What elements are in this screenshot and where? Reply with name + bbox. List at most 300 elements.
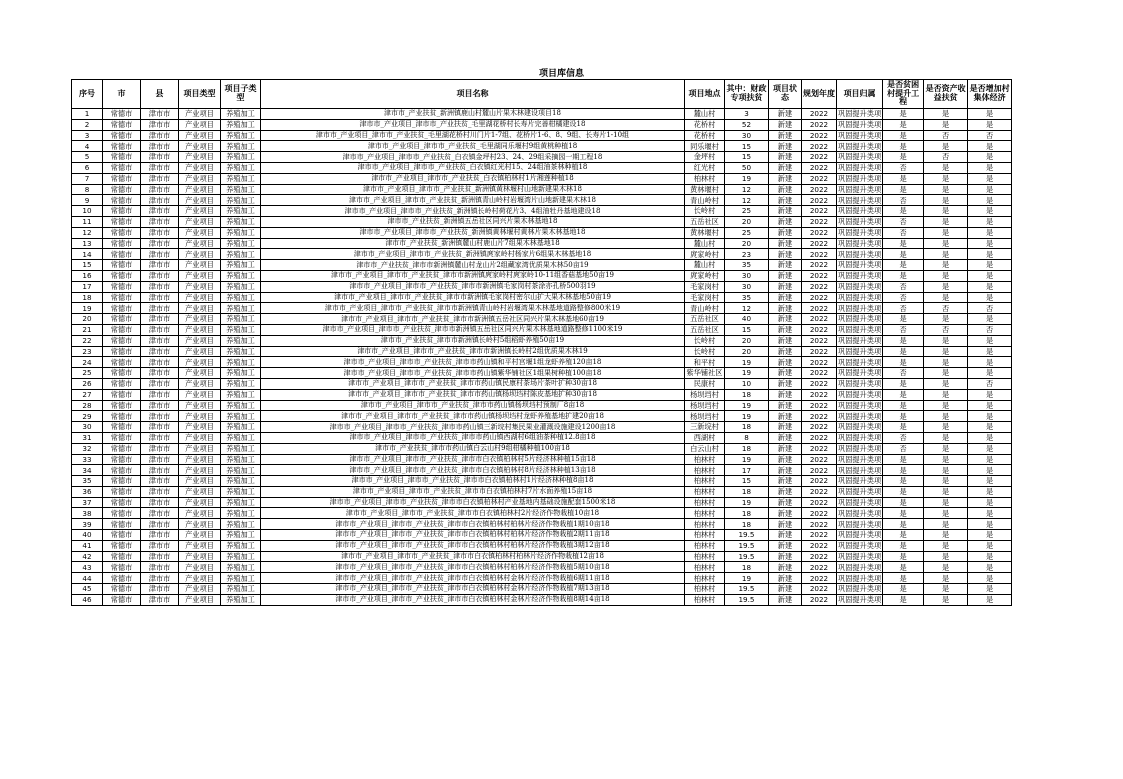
row-name: 津市市_产业项目_津市市_产业扶贫_津市市药山镇杨坝垱村预制厂8亩18 (261, 400, 685, 411)
row-asset-income: 是 (924, 411, 968, 422)
row-location: 五岳社区 (685, 324, 725, 335)
row-year: 2022 (802, 162, 837, 173)
row-type: 产业项目 (179, 130, 221, 141)
row-name: 津市市_产业项目_津市市_产业扶贫_白衣镇金坪村23、24、29组采摘园一期工程18 (261, 152, 685, 163)
table-row (72, 292, 1012, 303)
row-location: 麓山村 (685, 238, 725, 249)
row-name: 津市市_产业项目_津市市_产业扶贫_津市市白衣镇柏林村柏林片经济作物栽植12亩18 (261, 551, 685, 562)
row-county: 津市市 (141, 238, 179, 249)
row-city: 常德市 (103, 465, 141, 476)
row-year: 2022 (802, 454, 837, 465)
row-city: 常德市 (103, 454, 141, 465)
row-subtype: 养殖加工 (221, 454, 261, 465)
row-belong: 巩固提升类项 (838, 314, 882, 324)
row-index: 15 (72, 260, 103, 271)
table-row (72, 519, 1012, 530)
row-poor-village: 否 (883, 443, 924, 454)
row-collective-economy: 是 (968, 389, 1012, 400)
row-asset-income: 是 (924, 389, 968, 400)
row-asset-income: 是 (924, 357, 968, 368)
row-year: 2022 (802, 109, 837, 120)
row-county: 津市市 (141, 411, 179, 422)
row-city: 常德市 (103, 206, 141, 217)
row-asset-income: 是 (924, 195, 968, 206)
row-belong: 巩固提升类项 (838, 238, 882, 248)
row-type: 产业项目 (179, 519, 221, 530)
row-type: 产业项目 (179, 292, 221, 303)
row-asset-income: 是 (924, 497, 968, 508)
row-status: 新建 (769, 249, 802, 260)
row-poor-village: 是 (883, 206, 924, 217)
row-subtype: 养殖加工 (221, 562, 261, 573)
row-city: 常德市 (103, 476, 141, 487)
row-subtype: 养殖加工 (221, 173, 261, 184)
row-poor-village: 是 (883, 454, 924, 465)
row-asset-income: 是 (924, 400, 968, 411)
row-fund: 20 (725, 216, 769, 227)
row-asset-income: 是 (924, 216, 968, 227)
row-belong: 巩固提升类项 (838, 519, 882, 529)
row-county: 津市市 (141, 314, 179, 325)
row-name: 津市市_产业项目_津市市_产业扶贫_津市市白衣镇柏林村8片经济林种植13亩18 (261, 465, 685, 476)
row-city: 常德市 (103, 573, 141, 584)
row-type: 产业项目 (179, 530, 221, 541)
row-asset-income: 是 (924, 508, 968, 519)
row-fund: 18 (725, 443, 769, 454)
row-collective-economy: 是 (968, 270, 1012, 281)
row-location: 同乐堰村 (685, 141, 725, 152)
row-poor-village: 是 (883, 465, 924, 476)
table-row (72, 119, 1012, 130)
row-type: 产业项目 (179, 465, 221, 476)
table-row (72, 270, 1012, 281)
table-row (72, 335, 1012, 346)
row-city: 常德市 (103, 141, 141, 152)
table-row (72, 497, 1012, 508)
row-year: 2022 (802, 314, 837, 325)
row-year: 2022 (802, 476, 837, 487)
row-index: 10 (72, 206, 103, 217)
row-county: 津市市 (141, 119, 179, 130)
row-location: 柏林村 (685, 508, 725, 519)
row-name: 津市市_产业项目_津市市_产业扶贫_津市市新洲镇五岳社区同兴片果木林基地道路整修1100米19 (261, 324, 685, 335)
row-type: 产业项目 (179, 216, 221, 227)
row-type: 产业项目 (179, 303, 221, 314)
row-collective-economy: 是 (968, 141, 1012, 152)
row-status: 新建 (769, 476, 802, 487)
row-belong: 巩固提升类项 (838, 444, 882, 453)
row-index: 25 (72, 368, 103, 379)
row-location: 五岳社区 (685, 216, 725, 227)
row-asset-income: 是 (924, 454, 968, 465)
row-collective-economy: 是 (968, 443, 1012, 454)
table-row (72, 141, 1012, 152)
row-year: 2022 (802, 303, 837, 314)
row-subtype: 养殖加工 (221, 303, 261, 314)
row-location: 毛家岗村 (685, 292, 725, 303)
row-belong: 巩固提升类项 (838, 163, 882, 173)
row-fund: 19.5 (725, 551, 769, 562)
row-name: 津市市_产业项目_津市市_产业扶贫_新洲镇长岭村荷花片3、4组油牡丹基地建设18 (261, 206, 685, 217)
header-poor-village: 是否贫困村提升工程 (883, 80, 924, 109)
row-location: 黄林堰村 (685, 184, 725, 195)
row-asset-income: 是 (924, 530, 968, 541)
row-belong: 巩固提升类项 (838, 282, 882, 292)
header-status: 项目状态 (769, 80, 802, 109)
row-type: 产业项目 (179, 584, 221, 595)
row-collective-economy: 是 (968, 152, 1012, 163)
row-fund: 15 (725, 476, 769, 487)
header-collective-economy: 是否增加村集体经济 (968, 80, 1012, 109)
row-status: 新建 (769, 454, 802, 465)
row-index: 12 (72, 227, 103, 238)
row-city: 常德市 (103, 109, 141, 120)
row-name: 津市市_产业项目_津市市_产业扶贫_毛里湖同乐堰村9组黄桃种植18 (261, 141, 685, 152)
row-name: 津市市_产业项目_津市市_产业扶贫_津市市白衣镇柏林村柏林片经济作物栽植1期10亩18 (261, 519, 685, 530)
row-location: 柏林村 (685, 551, 725, 562)
row-asset-income: 是 (924, 292, 968, 303)
row-poor-village: 否 (883, 281, 924, 292)
row-city: 常德市 (103, 173, 141, 184)
row-type: 产业项目 (179, 324, 221, 335)
row-fund: 19.5 (725, 530, 769, 541)
row-location: 柏林村 (685, 584, 725, 595)
row-year: 2022 (802, 119, 837, 130)
row-location: 柏林村 (685, 562, 725, 573)
row-type: 产业项目 (179, 432, 221, 443)
row-year: 2022 (802, 260, 837, 271)
row-status: 新建 (769, 195, 802, 206)
row-status: 新建 (769, 357, 802, 368)
row-belong: 巩固提升类项 (838, 487, 882, 497)
row-belong: 巩固提升类项 (838, 368, 882, 378)
row-asset-income: 是 (924, 314, 968, 325)
row-subtype: 养殖加工 (221, 465, 261, 476)
row-collective-economy: 否 (968, 324, 1012, 335)
row-city: 常德市 (103, 530, 141, 541)
row-poor-village: 否 (883, 432, 924, 443)
row-name: 津市市_产业项目_津市市_产业扶贫_津市市白衣镇柏林村7片水面养殖15亩18 (261, 486, 685, 497)
row-status: 新建 (769, 465, 802, 476)
row-subtype: 养殖加工 (221, 152, 261, 163)
row-status: 新建 (769, 184, 802, 195)
header-type: 项目类型 (179, 80, 221, 109)
row-status: 新建 (769, 443, 802, 454)
row-fund: 35 (725, 260, 769, 271)
row-subtype: 养殖加工 (221, 519, 261, 530)
row-type: 产业项目 (179, 508, 221, 519)
row-location: 三新垸村 (685, 422, 725, 433)
row-name: 津市市_产业扶贫_新洲镇鹿山村麓山片果木林建设项目18 (261, 109, 685, 120)
row-collective-economy: 是 (968, 368, 1012, 379)
row-city: 常德市 (103, 184, 141, 195)
row-collective-economy: 是 (968, 109, 1012, 120)
row-poor-village: 是 (883, 238, 924, 249)
row-index: 37 (72, 497, 103, 508)
row-fund: 19 (725, 173, 769, 184)
row-poor-village: 是 (883, 357, 924, 368)
row-collective-economy: 是 (968, 573, 1012, 584)
row-type: 产业项目 (179, 335, 221, 346)
row-fund: 30 (725, 270, 769, 281)
row-name: 津市市_产业扶贫_新洲镇麓山村鹿山片7组果木林基地18 (261, 238, 685, 249)
row-asset-income: 是 (924, 594, 968, 605)
row-status: 新建 (769, 119, 802, 130)
row-subtype: 养殖加工 (221, 476, 261, 487)
row-index: 34 (72, 465, 103, 476)
row-year: 2022 (802, 238, 837, 249)
table-row (72, 216, 1012, 227)
row-subtype: 养殖加工 (221, 378, 261, 389)
row-poor-village: 否 (883, 292, 924, 303)
row-county: 津市市 (141, 400, 179, 411)
row-year: 2022 (802, 389, 837, 400)
row-belong: 巩固提升类项 (838, 379, 882, 389)
row-belong: 巩固提升类项 (838, 271, 882, 281)
row-type: 产业项目 (179, 260, 221, 271)
row-asset-income: 是 (924, 206, 968, 217)
row-index: 6 (72, 162, 103, 173)
row-collective-economy: 是 (968, 119, 1012, 130)
row-collective-economy: 是 (968, 184, 1012, 195)
row-fund: 23 (725, 249, 769, 260)
row-city: 常德市 (103, 324, 141, 335)
row-year: 2022 (802, 357, 837, 368)
row-county: 津市市 (141, 378, 179, 389)
row-subtype: 养殖加工 (221, 260, 261, 271)
row-location: 长岭村 (685, 206, 725, 217)
row-status: 新建 (769, 346, 802, 357)
row-type: 产业项目 (179, 270, 221, 281)
row-city: 常德市 (103, 346, 141, 357)
header-belong: 项目归属 (837, 80, 883, 109)
row-status: 新建 (769, 497, 802, 508)
row-subtype: 养殖加工 (221, 227, 261, 238)
row-index: 30 (72, 422, 103, 433)
row-county: 津市市 (141, 486, 179, 497)
row-subtype: 养殖加工 (221, 411, 261, 422)
row-index: 26 (72, 378, 103, 389)
row-belong: 巩固提升类项 (838, 400, 882, 410)
row-county: 津市市 (141, 562, 179, 573)
row-index: 9 (72, 195, 103, 206)
row-county: 津市市 (141, 584, 179, 595)
row-name: 津市市_产业项目_津市市_产业扶贫_津市市白衣镇柏林村2片经济作物栽植10亩18 (261, 508, 685, 519)
row-location: 麓山村 (685, 109, 725, 120)
row-belong: 巩固提升类项 (838, 109, 882, 119)
row-fund: 3 (725, 109, 769, 120)
row-collective-economy: 是 (968, 411, 1012, 422)
row-collective-economy: 是 (968, 476, 1012, 487)
row-subtype: 养殖加工 (221, 486, 261, 497)
row-asset-income: 是 (924, 162, 968, 173)
row-location: 柏林村 (685, 454, 725, 465)
row-county: 津市市 (141, 594, 179, 605)
row-collective-economy: 是 (968, 335, 1012, 346)
row-type: 产业项目 (179, 400, 221, 411)
row-name: 津市市_产业项目_津市市_产业扶贫_津市市白衣镇柏林村1片经济林种植8亩18 (261, 476, 685, 487)
table-row (72, 573, 1012, 584)
table-row (72, 152, 1012, 163)
row-location: 金坪村 (685, 152, 725, 163)
row-status: 新建 (769, 260, 802, 271)
row-name: 津市市_产业项目_津市市_产业扶贫_新洲镇黄林堰村黄林片果木林基地18 (261, 227, 685, 238)
row-status: 新建 (769, 292, 802, 303)
row-subtype: 养殖加工 (221, 206, 261, 217)
table-row (72, 465, 1012, 476)
row-fund: 12 (725, 303, 769, 314)
row-fund: 19 (725, 411, 769, 422)
row-subtype: 养殖加工 (221, 249, 261, 260)
row-type: 产业项目 (179, 594, 221, 605)
row-fund: 20 (725, 346, 769, 357)
row-name: 津市市_产业项目_津市市_产业扶贫_津市市新洲镇毛家岗村密尔山扩大果木林基地50亩19 (261, 292, 685, 303)
row-fund: 19.5 (725, 584, 769, 595)
row-city: 常德市 (103, 281, 141, 292)
row-poor-village: 是 (883, 249, 924, 260)
row-fund: 10 (725, 378, 769, 389)
table-row (72, 314, 1012, 325)
table-row (72, 249, 1012, 260)
table-row (72, 508, 1012, 519)
row-index: 13 (72, 238, 103, 249)
header-county: 县 (141, 80, 179, 109)
row-county: 津市市 (141, 432, 179, 443)
row-index: 2 (72, 119, 103, 130)
row-location: 柏林村 (685, 594, 725, 605)
row-poor-village: 是 (883, 184, 924, 195)
row-type: 产业项目 (179, 497, 221, 508)
row-city: 常德市 (103, 551, 141, 562)
row-city: 常德市 (103, 292, 141, 303)
row-year: 2022 (802, 465, 837, 476)
row-name: 津市市_产业扶贫_津市市新洲镇长岭村5组稻虾养殖50亩19 (261, 335, 685, 346)
row-belong: 巩固提升类项 (838, 195, 882, 205)
table-row (72, 594, 1012, 605)
row-city: 常德市 (103, 335, 141, 346)
row-county: 津市市 (141, 368, 179, 379)
row-subtype: 养殖加工 (221, 238, 261, 249)
row-county: 津市市 (141, 141, 179, 152)
row-location: 庹家岭村 (685, 249, 725, 260)
table-row (72, 530, 1012, 541)
row-fund: 18 (725, 519, 769, 530)
row-year: 2022 (802, 184, 837, 195)
row-name: 津市市_产业项目_津市市_产业扶贫_津市市新洲镇青山岭村岩堰湾果木林基地道路整修800米19 (261, 303, 685, 314)
row-name: 津市市_产业项目_津市市_产业扶贫_津市市白衣镇柏林村柏林片经济作物栽植5期10亩18 (261, 562, 685, 573)
row-type: 产业项目 (179, 378, 221, 389)
row-status: 新建 (769, 303, 802, 314)
row-collective-economy: 否 (968, 303, 1012, 314)
row-county: 津市市 (141, 216, 179, 227)
row-poor-village: 否 (883, 303, 924, 314)
row-name: 津市市_产业项目_津市市_产业扶贫_津市市白衣镇柏林村5片经济林种植15亩18 (261, 454, 685, 465)
row-city: 常德市 (103, 389, 141, 400)
row-location: 柏林村 (685, 497, 725, 508)
table-row (72, 562, 1012, 573)
row-name: 津市市_产业项目_津市市_产业扶贫_津市市白衣镇柏林村金林片经济作物栽植7期13亩18 (261, 584, 685, 595)
row-collective-economy: 是 (968, 465, 1012, 476)
row-collective-economy: 否 (968, 378, 1012, 389)
row-fund: 12 (725, 184, 769, 195)
row-type: 产业项目 (179, 389, 221, 400)
row-fund: 18 (725, 562, 769, 573)
row-year: 2022 (802, 584, 837, 595)
row-subtype: 养殖加工 (221, 508, 261, 519)
row-collective-economy: 是 (968, 422, 1012, 433)
row-name: 津市市_产业项目_津市市_产业扶贫_白衣镇红光村15、24组油茶林种植18 (261, 162, 685, 173)
row-status: 新建 (769, 141, 802, 152)
row-location: 长岭村 (685, 346, 725, 357)
row-year: 2022 (802, 249, 837, 260)
row-type: 产业项目 (179, 119, 221, 130)
row-poor-village: 是 (883, 173, 924, 184)
row-year: 2022 (802, 497, 837, 508)
row-fund: 35 (725, 292, 769, 303)
row-poor-village: 是 (883, 411, 924, 422)
row-city: 常德市 (103, 411, 141, 422)
row-subtype: 养殖加工 (221, 584, 261, 595)
row-city: 常德市 (103, 594, 141, 605)
row-belong: 巩固提升类项 (838, 497, 882, 507)
row-status: 新建 (769, 486, 802, 497)
row-year: 2022 (802, 519, 837, 530)
row-location: 花桥村 (685, 130, 725, 141)
row-city: 常德市 (103, 130, 141, 141)
row-type: 产业项目 (179, 184, 221, 195)
row-fund: 19 (725, 454, 769, 465)
row-type: 产业项目 (179, 476, 221, 487)
row-subtype: 养殖加工 (221, 335, 261, 346)
row-poor-village: 是 (883, 540, 924, 551)
row-city: 常德市 (103, 152, 141, 163)
row-collective-economy: 是 (968, 486, 1012, 497)
row-belong: 巩固提升类项 (838, 141, 882, 151)
row-index: 24 (72, 357, 103, 368)
table-body (72, 109, 1012, 606)
row-status: 新建 (769, 400, 802, 411)
row-subtype: 养殖加工 (221, 497, 261, 508)
table-row (72, 551, 1012, 562)
row-location: 柏林村 (685, 573, 725, 584)
row-index: 20 (72, 314, 103, 325)
row-collective-economy: 是 (968, 497, 1012, 508)
table-row (72, 540, 1012, 551)
row-name: 津市市_产业项目_津市市_产业扶贫_毛里湖花桥村川门片1-7组、花桥片1-6、8、9组、长寿片1-10组 (261, 130, 685, 141)
row-year: 2022 (802, 270, 837, 281)
row-fund: 8 (725, 432, 769, 443)
row-index: 36 (72, 486, 103, 497)
row-fund: 20 (725, 335, 769, 346)
row-year: 2022 (802, 562, 837, 573)
row-subtype: 养殖加工 (221, 540, 261, 551)
header-location: 项目地点 (685, 80, 725, 109)
row-belong: 巩固提升类项 (838, 476, 882, 486)
row-asset-income: 是 (924, 346, 968, 357)
row-county: 津市市 (141, 508, 179, 519)
row-type: 产业项目 (179, 141, 221, 152)
row-status: 新建 (769, 540, 802, 551)
row-index: 18 (72, 292, 103, 303)
row-location: 紫华铺社区 (685, 368, 725, 379)
row-asset-income: 是 (924, 551, 968, 562)
row-location: 长岭村 (685, 335, 725, 346)
row-subtype: 养殖加工 (221, 551, 261, 562)
row-fund: 18 (725, 508, 769, 519)
row-status: 新建 (769, 389, 802, 400)
row-collective-economy: 是 (968, 216, 1012, 227)
row-index: 38 (72, 508, 103, 519)
